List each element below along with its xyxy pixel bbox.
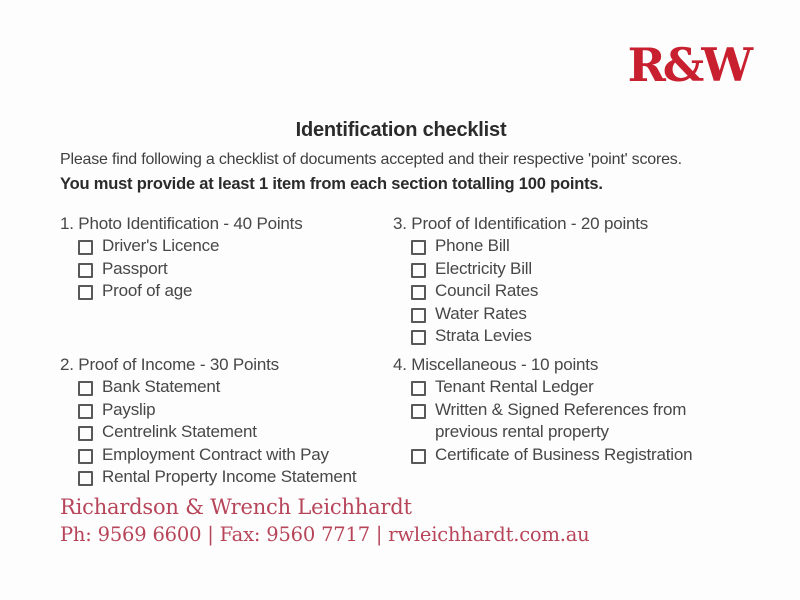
- checklist-item: [60, 399, 393, 422]
- checkbox[interactable]: [78, 240, 93, 255]
- checklist-item: [60, 421, 393, 444]
- checkbox[interactable]: [78, 285, 93, 300]
- checkbox[interactable]: [78, 381, 93, 396]
- checklist-item: [60, 444, 393, 467]
- item-label: Employment Contract with Pay: [102, 444, 329, 464]
- checkbox[interactable]: [411, 449, 426, 464]
- item-label: Bank Statement: [102, 377, 221, 396]
- checklist-item: [60, 466, 393, 489]
- checklist-item: [393, 235, 743, 258]
- item-label: Council Rates: [435, 281, 539, 300]
- item-label: Water Rates: [435, 303, 527, 323]
- checklist-item: [393, 258, 743, 281]
- item-label: Phone Bill: [435, 236, 510, 255]
- item-label: Certificate of Business Registration: [435, 444, 693, 464]
- checklist-item: [60, 376, 393, 399]
- checklist-item: [393, 376, 743, 399]
- checkbox[interactable]: [78, 404, 93, 419]
- footer-company-name: Richardson & Wrench Leichhardt: [60, 495, 412, 519]
- requirement-text: You must provide at least 1 item from each section totalling 100 points.: [60, 175, 603, 193]
- checklist-item: [393, 280, 743, 303]
- document-footer: [60, 494, 590, 548]
- checkbox[interactable]: [78, 263, 93, 278]
- checkbox[interactable]: [78, 426, 93, 441]
- item-label: Passport: [102, 258, 168, 278]
- checkbox[interactable]: [411, 330, 426, 345]
- checkbox[interactable]: [411, 263, 426, 278]
- item-label: Centrelink Statement: [102, 422, 257, 441]
- checkbox[interactable]: [411, 404, 426, 419]
- document-header: [60, 119, 742, 194]
- item-label: Written & Signed References from previous rental property: [435, 399, 687, 441]
- checklist-item: [393, 444, 743, 467]
- section-heading: 2. Proof of Income - 30 Points: [60, 355, 279, 374]
- item-label: Payslip: [102, 399, 156, 419]
- section-heading: 3. Proof of Identification - 20 points: [393, 214, 649, 233]
- section-proof-of-identification: [393, 213, 743, 354]
- checkbox[interactable]: [411, 240, 426, 255]
- checklist-item: [60, 235, 393, 258]
- checkbox[interactable]: [411, 381, 426, 396]
- checkbox[interactable]: [411, 308, 426, 323]
- intro-text: Please find following a checklist of documents accepted and their respective 'point' scores.: [60, 151, 682, 168]
- rw-brand-logo: R&W: [627, 38, 750, 92]
- checklist-columns: [60, 213, 743, 489]
- item-label: Tenant Rental Ledger: [435, 377, 594, 396]
- section-heading: 4. Miscellaneous - 10 points: [393, 355, 599, 374]
- checkbox[interactable]: [78, 449, 93, 464]
- checkbox[interactable]: [78, 471, 93, 486]
- checklist-item: [60, 280, 393, 303]
- item-label: Rental Property Income Statement: [102, 467, 357, 486]
- section-proof-of-income: [60, 354, 393, 489]
- checklist-item: [60, 258, 393, 281]
- page-title: Identification checklist: [295, 119, 507, 141]
- checklist-item: [393, 303, 743, 326]
- checkbox[interactable]: [411, 285, 426, 300]
- section-photo-identification: [60, 213, 393, 354]
- item-label: Driver's Licence: [102, 236, 220, 255]
- item-label: Electricity Bill: [435, 258, 532, 278]
- footer-contact-line: Ph: 9569 6600 | Fax: 9560 7717 | rwleichhardt.com.au: [60, 523, 590, 546]
- checklist-item: [393, 399, 743, 444]
- item-label: Strata Levies: [435, 326, 532, 345]
- item-label: Proof of age: [102, 281, 193, 300]
- section-heading: 1. Photo Identification - 40 Points: [60, 214, 303, 233]
- section-miscellaneous: [393, 354, 743, 489]
- checklist-item: [393, 325, 743, 348]
